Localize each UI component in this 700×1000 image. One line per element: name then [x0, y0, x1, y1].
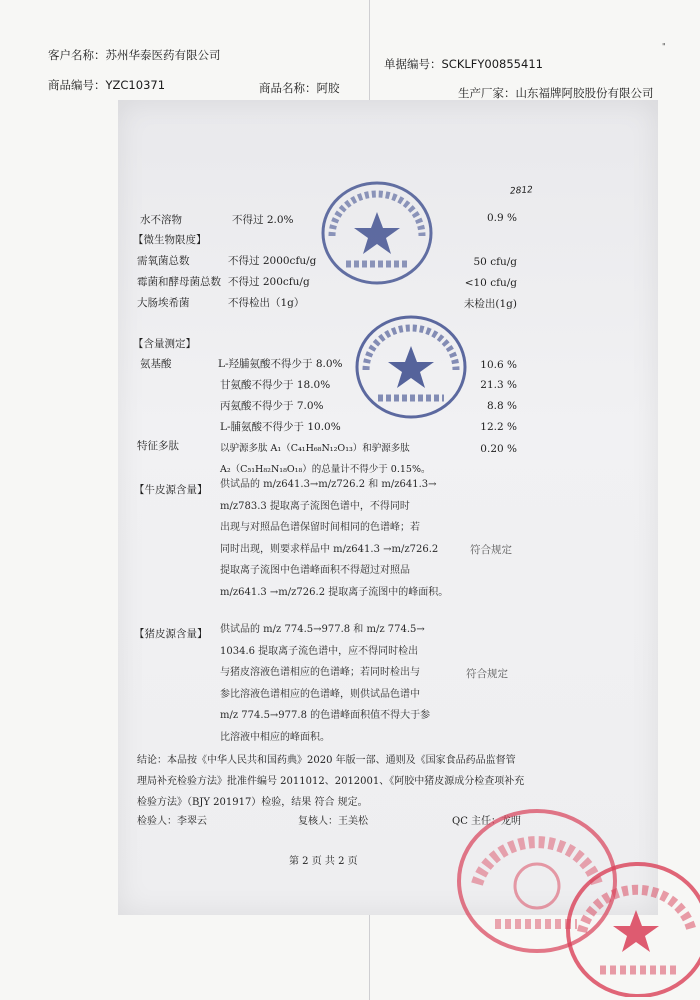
result-alanine: 8.8 % [486, 400, 517, 412]
standard-bovine-line: m/z783.3 提取离子流图色谱中，不得同时 [220, 500, 410, 512]
standard-bovine [220, 474, 448, 603]
result-aerobic: 50 cfu/g [473, 256, 517, 268]
result-ecoli: 未检出(1g) [463, 298, 517, 310]
standard-porcine [220, 619, 430, 748]
standard-bovine-line: 提取离子流图中色谱峰面积不得超过对照品 [220, 565, 410, 576]
customer-name: 客户名称：苏州华泰医药有限公司 [48, 48, 221, 62]
standard-porcine-line: m/z 774.5→977.8 的色谱峰面积值不得大于参 [220, 710, 431, 721]
standard-bovine-line: 供试品的 m/z641.3→m/z726.2 和 m/z641.3→ [220, 479, 437, 490]
standard-porcine-line: 比溶液中相应的峰面积。 [220, 731, 330, 743]
standard-bovine-line: m/z641.3 →m/z726.2 提取离子流图中的峰面积。 [220, 586, 449, 598]
inspection-report-stamp [318, 178, 436, 288]
quality-management-stamp-blue [352, 312, 470, 422]
standard-porcine-line: 1034.6 提取离子流色谱中，应不得同时检出 [220, 645, 419, 657]
result-glycine: 21.3 % [480, 379, 517, 391]
result-porcine: 符合规定 [466, 668, 508, 680]
manufacturer: 生产厂家：山东福牌阿胶股份有限公司 [458, 86, 654, 100]
standard-glycine: 甘氨酸不得少于 18.0% [220, 379, 331, 391]
customer-quality-stamp-red [560, 852, 700, 997]
product-name: 商品名称：阿胶 [259, 81, 340, 95]
conclusion-line: 检验方法》（BJY 201917）检验，结果 符合 规定。 [137, 797, 368, 808]
item-ecoli: 大肠埃希菌 [137, 297, 190, 309]
conclusion-line: 结论：本品按《中华人民共和国药典》2020 年版一部、通则及《国家食品药品监督管 [137, 755, 516, 766]
standard-porcine-line: 与猪皮溶液色谱相应的色谱峰；若同时检出与 [220, 667, 420, 678]
item-insoluble: 水不溶物 [140, 214, 182, 226]
item-aerobic: 需氧菌总数 [137, 255, 190, 267]
item-amino-acid: 氨基酸 [140, 358, 172, 370]
standard-ecoli: 不得检出（1g） [228, 297, 305, 309]
handwritten-note: 2812 [509, 185, 534, 197]
standard-peptide-1: 以驴源多肽 A₁（C₄₁H₆₈N₁₂O₁₃）和驴源多肽 [220, 443, 410, 454]
standard-bovine-line: 同时出现，则要求样品中 m/z641.3 →m/z726.2 [220, 543, 439, 555]
standard-porcine-line: 供试品的 m/z 774.5→977.8 和 m/z 774.5→ [220, 624, 425, 635]
standard-hydroxyproline: L-羟脯氨酸不得少于 8.0% [218, 358, 343, 370]
heading-microbial: 【微生物限度】 [133, 234, 207, 246]
standard-aerobic: 不得过 2000cfu/g [228, 255, 317, 267]
standard-mold: 不得过 200cfu/g [228, 276, 310, 288]
qc-signature: QC 主任：龙明 [452, 816, 522, 827]
standard-porcine-line: 参比溶液色谱相应的色谱峰，则供试品色谱中 [220, 688, 420, 700]
result-bovine: 符合规定 [470, 544, 512, 556]
product-code: 商品编号：YZC10371 [48, 78, 166, 92]
standard-proline: L-脯氨酸不得少于 10.0% [220, 421, 341, 433]
item-porcine: 【猪皮源含量】 [134, 628, 208, 640]
result-peptide: 0.20 % [480, 443, 517, 455]
standard-bovine-line: 出现与对照品色谱保留时间相同的色谱峰；若 [220, 522, 420, 533]
standard-peptide-2: A₂（C₅₁H₈₂N₁₈O₁₈）的总量计不得少于 0.15%。 [220, 464, 431, 475]
corner-mark: " [662, 42, 666, 51]
conclusion-line: 理局补充检验方法》批准件编号 2011012、2012001、《阿胶中猪皮源成分检查项补充 [137, 776, 525, 787]
item-peptide: 特征多肽 [137, 440, 179, 452]
result-mold: <10 cfu/g [464, 277, 517, 289]
standard-insoluble: 不得过 2.0% [232, 214, 294, 226]
standard-alanine: 丙氨酸不得少于 7.0% [220, 400, 324, 412]
inspector-signature: 检验人：李翠云 [137, 816, 207, 827]
page-number: 第 2 页 共 2 页 [289, 856, 358, 867]
reviewer-signature: 复核人：王美松 [298, 816, 368, 827]
heading-content: 【含量测定】 [133, 338, 196, 350]
conclusion [137, 750, 557, 813]
result-insoluble: 0.9 % [486, 212, 517, 224]
result-hydroxyproline: 10.6 % [480, 359, 517, 371]
document-number: 单据编号：SCKLFY00855411 [384, 57, 543, 71]
item-bovine: 【牛皮源含量】 [134, 484, 208, 496]
result-proline: 12.2 % [480, 421, 517, 433]
item-mold: 霉菌和酵母菌总数 [137, 276, 221, 288]
